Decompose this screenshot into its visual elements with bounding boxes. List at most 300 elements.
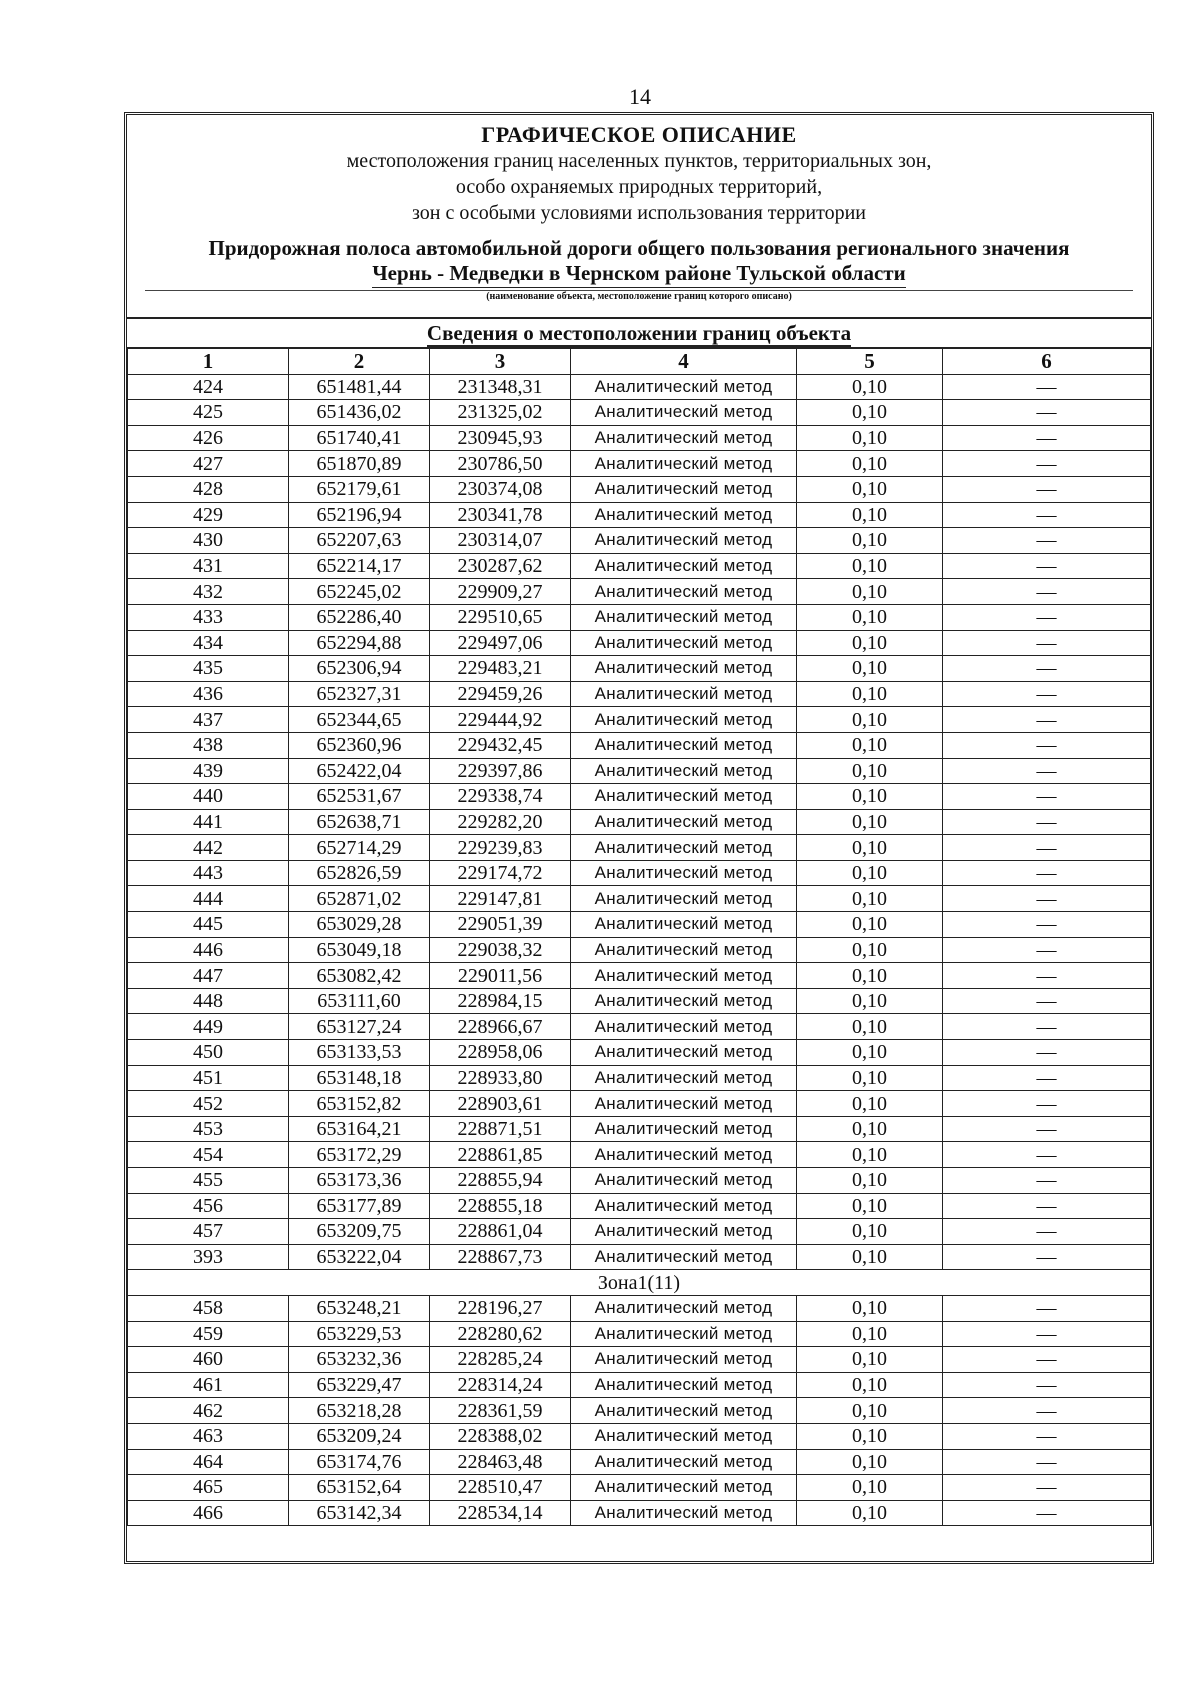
- method-cell: Аналитический метод: [571, 400, 797, 426]
- y-coordinate-cell: 229459,26: [430, 681, 571, 707]
- method-cell: Аналитический метод: [571, 784, 797, 810]
- table-row: [128, 681, 1151, 707]
- description-cell: —: [943, 502, 1151, 528]
- table-row: [128, 1014, 1151, 1040]
- point-number-cell: 453: [128, 1116, 289, 1142]
- zone-row: [128, 1270, 1151, 1296]
- table-row: [128, 1398, 1151, 1424]
- description-cell: —: [943, 1475, 1151, 1501]
- x-coordinate-cell: 653177,89: [289, 1193, 430, 1219]
- accuracy-cell: 0,10: [797, 630, 943, 656]
- description-cell: —: [943, 1423, 1151, 1449]
- point-number-cell: 456: [128, 1193, 289, 1219]
- table-row: [128, 835, 1151, 861]
- table-row: [128, 1321, 1151, 1347]
- column-header: 2: [289, 348, 430, 374]
- subtitle-line-2: особо охраняемых природных территорий,: [455, 176, 823, 198]
- y-coordinate-cell: 230314,07: [430, 528, 571, 554]
- table-row: [128, 1040, 1151, 1066]
- y-coordinate-cell: 228861,04: [430, 1219, 571, 1245]
- description-cell: —: [943, 988, 1151, 1014]
- y-coordinate-cell: 229051,39: [430, 912, 571, 938]
- accuracy-cell: 0,10: [797, 809, 943, 835]
- accuracy-cell: 0,10: [797, 758, 943, 784]
- x-coordinate-cell: 653172,29: [289, 1142, 430, 1168]
- point-number-cell: 446: [128, 937, 289, 963]
- x-coordinate-cell: 652714,29: [289, 835, 430, 861]
- table-row: [128, 374, 1151, 400]
- y-coordinate-cell: 229282,20: [430, 809, 571, 835]
- x-coordinate-cell: 652360,96: [289, 732, 430, 758]
- description-cell: —: [943, 425, 1151, 451]
- zone-label: Зона1(11): [128, 1270, 1151, 1296]
- method-cell: Аналитический метод: [571, 1168, 797, 1194]
- subtitle-line-3: зон с особыми условиями использования территории: [411, 202, 867, 224]
- section-title-text: Сведения о местоположении границ объекта: [426, 321, 852, 345]
- point-number-cell: 434: [128, 630, 289, 656]
- x-coordinate-cell: 652826,59: [289, 860, 430, 886]
- point-number-cell: 433: [128, 604, 289, 630]
- point-number-cell: 461: [128, 1372, 289, 1398]
- accuracy-cell: 0,10: [797, 528, 943, 554]
- x-coordinate-cell: 652422,04: [289, 758, 430, 784]
- table-row: [128, 1219, 1151, 1245]
- method-cell: Аналитический метод: [571, 630, 797, 656]
- point-number-cell: 463: [128, 1423, 289, 1449]
- x-coordinate-cell: 653218,28: [289, 1398, 430, 1424]
- coordinates-table: [127, 347, 1151, 1526]
- table-body: [128, 374, 1151, 1526]
- method-cell: Аналитический метод: [571, 1014, 797, 1040]
- x-coordinate-cell: 652179,61: [289, 476, 430, 502]
- y-coordinate-cell: 228855,18: [430, 1193, 571, 1219]
- description-cell: —: [943, 451, 1151, 477]
- method-cell: Аналитический метод: [571, 1244, 797, 1270]
- description-cell: —: [943, 1065, 1151, 1091]
- y-coordinate-cell: 228867,73: [430, 1244, 571, 1270]
- point-number-cell: 438: [128, 732, 289, 758]
- x-coordinate-cell: 653152,64: [289, 1475, 430, 1501]
- y-coordinate-cell: 230341,78: [430, 502, 571, 528]
- table-row: [128, 476, 1151, 502]
- table-row: [128, 1168, 1151, 1194]
- column-header: 6: [943, 348, 1151, 374]
- point-number-cell: 426: [128, 425, 289, 451]
- point-number-cell: 447: [128, 963, 289, 989]
- method-cell: Аналитический метод: [571, 1475, 797, 1501]
- point-number-cell: 449: [128, 1014, 289, 1040]
- point-number-cell: 428: [128, 476, 289, 502]
- method-cell: Аналитический метод: [571, 579, 797, 605]
- x-coordinate-cell: 652531,67: [289, 784, 430, 810]
- point-number-cell: 459: [128, 1321, 289, 1347]
- description-cell: —: [943, 1142, 1151, 1168]
- x-coordinate-cell: 653173,36: [289, 1168, 430, 1194]
- document-title: ГРАФИЧЕСКОЕ ОПИСАНИЕ: [481, 122, 797, 147]
- y-coordinate-cell: 231348,31: [430, 374, 571, 400]
- description-cell: —: [943, 681, 1151, 707]
- table-row: [128, 1500, 1151, 1526]
- description-cell: —: [943, 809, 1151, 835]
- method-cell: Аналитический метод: [571, 1321, 797, 1347]
- y-coordinate-cell: 228534,14: [430, 1500, 571, 1526]
- table-row: [128, 988, 1151, 1014]
- description-cell: —: [943, 1347, 1151, 1373]
- accuracy-cell: 0,10: [797, 886, 943, 912]
- accuracy-cell: 0,10: [797, 912, 943, 938]
- table-row: [128, 707, 1151, 733]
- accuracy-cell: 0,10: [797, 1295, 943, 1321]
- method-cell: Аналитический метод: [571, 1091, 797, 1117]
- x-coordinate-cell: 653209,24: [289, 1423, 430, 1449]
- column-header: 5: [797, 348, 943, 374]
- method-cell: Аналитический метод: [571, 963, 797, 989]
- x-coordinate-cell: 652327,31: [289, 681, 430, 707]
- method-cell: Аналитический метод: [571, 1193, 797, 1219]
- method-cell: Аналитический метод: [571, 937, 797, 963]
- point-number-cell: 439: [128, 758, 289, 784]
- accuracy-cell: 0,10: [797, 1091, 943, 1117]
- accuracy-cell: 0,10: [797, 963, 943, 989]
- x-coordinate-cell: 652207,63: [289, 528, 430, 554]
- x-coordinate-cell: 652638,71: [289, 809, 430, 835]
- description-cell: —: [943, 400, 1151, 426]
- description-cell: —: [943, 1040, 1151, 1066]
- table-row: [128, 1065, 1151, 1091]
- table-row: [128, 784, 1151, 810]
- description-cell: —: [943, 1500, 1151, 1526]
- y-coordinate-cell: 229909,27: [430, 579, 571, 605]
- description-cell: —: [943, 1091, 1151, 1117]
- y-coordinate-cell: 228933,80: [430, 1065, 571, 1091]
- point-number-cell: 466: [128, 1500, 289, 1526]
- object-name-caption: (наименование объекта, местоположение границ которого описано): [486, 291, 792, 302]
- y-coordinate-cell: 230374,08: [430, 476, 571, 502]
- description-cell: —: [943, 528, 1151, 554]
- description-cell: —: [943, 707, 1151, 733]
- table-row: [128, 1449, 1151, 1475]
- accuracy-cell: 0,10: [797, 374, 943, 400]
- accuracy-cell: 0,10: [797, 579, 943, 605]
- y-coordinate-cell: 230287,62: [430, 553, 571, 579]
- x-coordinate-cell: 653127,24: [289, 1014, 430, 1040]
- method-cell: Аналитический метод: [571, 988, 797, 1014]
- y-coordinate-cell: 230945,93: [430, 425, 571, 451]
- x-coordinate-cell: 652196,94: [289, 502, 430, 528]
- method-cell: Аналитический метод: [571, 732, 797, 758]
- section-title: [127, 321, 1151, 346]
- method-cell: Аналитический метод: [571, 1398, 797, 1424]
- accuracy-cell: 0,10: [797, 835, 943, 861]
- description-cell: —: [943, 579, 1151, 605]
- accuracy-cell: 0,10: [797, 1014, 943, 1040]
- method-cell: Аналитический метод: [571, 860, 797, 886]
- accuracy-cell: 0,10: [797, 476, 943, 502]
- accuracy-cell: 0,10: [797, 1168, 943, 1194]
- description-cell: —: [943, 630, 1151, 656]
- point-number-cell: 444: [128, 886, 289, 912]
- x-coordinate-cell: 653148,18: [289, 1065, 430, 1091]
- accuracy-cell: 0,10: [797, 1398, 943, 1424]
- x-coordinate-cell: 652294,88: [289, 630, 430, 656]
- description-cell: —: [943, 553, 1151, 579]
- point-number-cell: 455: [128, 1168, 289, 1194]
- x-coordinate-cell: 653029,28: [289, 912, 430, 938]
- accuracy-cell: 0,10: [797, 1347, 943, 1373]
- method-cell: Аналитический метод: [571, 1040, 797, 1066]
- table-row: [128, 400, 1151, 426]
- description-cell: —: [943, 1116, 1151, 1142]
- y-coordinate-cell: 229038,32: [430, 937, 571, 963]
- x-coordinate-cell: 652306,94: [289, 656, 430, 682]
- y-coordinate-cell: 228958,06: [430, 1040, 571, 1066]
- y-coordinate-cell: 228388,02: [430, 1423, 571, 1449]
- table-row: [128, 732, 1151, 758]
- point-number-cell: 464: [128, 1449, 289, 1475]
- subtitle-line-1: местоположения границ населенных пунктов, территориальных зон,: [346, 150, 932, 172]
- table-row: [128, 1116, 1151, 1142]
- method-cell: Аналитический метод: [571, 1500, 797, 1526]
- table-row: [128, 963, 1151, 989]
- accuracy-cell: 0,10: [797, 502, 943, 528]
- method-cell: Аналитический метод: [571, 835, 797, 861]
- table-row: [128, 1193, 1151, 1219]
- y-coordinate-cell: 229338,74: [430, 784, 571, 810]
- method-cell: Аналитический метод: [571, 604, 797, 630]
- description-cell: —: [943, 886, 1151, 912]
- description-cell: —: [943, 1398, 1151, 1424]
- method-cell: Аналитический метод: [571, 656, 797, 682]
- table-row: [128, 937, 1151, 963]
- table-row: [128, 1475, 1151, 1501]
- point-number-cell: 441: [128, 809, 289, 835]
- point-number-cell: 431: [128, 553, 289, 579]
- x-coordinate-cell: 652286,40: [289, 604, 430, 630]
- y-coordinate-cell: 229510,65: [430, 604, 571, 630]
- x-coordinate-cell: 653133,53: [289, 1040, 430, 1066]
- table-row: [128, 1295, 1151, 1321]
- x-coordinate-cell: 651870,89: [289, 451, 430, 477]
- description-cell: —: [943, 476, 1151, 502]
- method-cell: Аналитический метод: [571, 1347, 797, 1373]
- description-cell: —: [943, 1244, 1151, 1270]
- point-number-cell: 452: [128, 1091, 289, 1117]
- point-number-cell: 460: [128, 1347, 289, 1373]
- x-coordinate-cell: 652214,17: [289, 553, 430, 579]
- y-coordinate-cell: 229444,92: [430, 707, 571, 733]
- x-coordinate-cell: 653164,21: [289, 1116, 430, 1142]
- method-cell: Аналитический метод: [571, 476, 797, 502]
- accuracy-cell: 0,10: [797, 860, 943, 886]
- table-row: [128, 860, 1151, 886]
- x-coordinate-cell: 653248,21: [289, 1295, 430, 1321]
- method-cell: Аналитический метод: [571, 681, 797, 707]
- y-coordinate-cell: 228285,24: [430, 1347, 571, 1373]
- accuracy-cell: 0,10: [797, 656, 943, 682]
- x-coordinate-cell: 653111,60: [289, 988, 430, 1014]
- accuracy-cell: 0,10: [797, 707, 943, 733]
- x-coordinate-cell: 653142,34: [289, 1500, 430, 1526]
- point-number-cell: 430: [128, 528, 289, 554]
- table-row: [128, 528, 1151, 554]
- y-coordinate-cell: 230786,50: [430, 451, 571, 477]
- table-header-row: [128, 348, 1151, 374]
- description-cell: —: [943, 912, 1151, 938]
- document-frame: [124, 112, 1154, 1564]
- accuracy-cell: 0,10: [797, 553, 943, 579]
- point-number-cell: 427: [128, 451, 289, 477]
- point-number-cell: 445: [128, 912, 289, 938]
- x-coordinate-cell: 653229,47: [289, 1372, 430, 1398]
- accuracy-cell: 0,10: [797, 1449, 943, 1475]
- accuracy-cell: 0,10: [797, 604, 943, 630]
- method-cell: Аналитический метод: [571, 553, 797, 579]
- accuracy-cell: 0,10: [797, 1244, 943, 1270]
- point-number-cell: 437: [128, 707, 289, 733]
- object-name-line-1: Придорожная полоса автомобильной дороги общего пользования регионального значения: [208, 236, 1070, 260]
- y-coordinate-cell: 231325,02: [430, 400, 571, 426]
- description-cell: —: [943, 1321, 1151, 1347]
- point-number-cell: 432: [128, 579, 289, 605]
- point-number-cell: 451: [128, 1065, 289, 1091]
- method-cell: Аналитический метод: [571, 1449, 797, 1475]
- section-divider: [127, 317, 1151, 319]
- description-cell: —: [943, 1193, 1151, 1219]
- description-cell: —: [943, 604, 1151, 630]
- object-name-line-2: Чернь - Медведки в Чернском районе Тульской области: [372, 261, 905, 288]
- point-number-cell: 457: [128, 1219, 289, 1245]
- table-row: [128, 1142, 1151, 1168]
- method-cell: Аналитический метод: [571, 1372, 797, 1398]
- accuracy-cell: 0,10: [797, 1219, 943, 1245]
- y-coordinate-cell: 228510,47: [430, 1475, 571, 1501]
- point-number-cell: 448: [128, 988, 289, 1014]
- x-coordinate-cell: 653049,18: [289, 937, 430, 963]
- method-cell: Аналитический метод: [571, 374, 797, 400]
- accuracy-cell: 0,10: [797, 1193, 943, 1219]
- point-number-cell: 462: [128, 1398, 289, 1424]
- description-cell: —: [943, 1295, 1151, 1321]
- description-cell: —: [943, 1372, 1151, 1398]
- point-number-cell: 425: [128, 400, 289, 426]
- table-row: [128, 553, 1151, 579]
- description-cell: —: [943, 1168, 1151, 1194]
- method-cell: Аналитический метод: [571, 1295, 797, 1321]
- method-cell: Аналитический метод: [571, 1423, 797, 1449]
- point-number-cell: 458: [128, 1295, 289, 1321]
- method-cell: Аналитический метод: [571, 425, 797, 451]
- accuracy-cell: 0,10: [797, 1475, 943, 1501]
- point-number-cell: 442: [128, 835, 289, 861]
- column-header: 1: [128, 348, 289, 374]
- table-row: [128, 425, 1151, 451]
- table-row: [128, 656, 1151, 682]
- x-coordinate-cell: 653209,75: [289, 1219, 430, 1245]
- column-header: 3: [430, 348, 571, 374]
- accuracy-cell: 0,10: [797, 1116, 943, 1142]
- method-cell: Аналитический метод: [571, 1116, 797, 1142]
- x-coordinate-cell: 653174,76: [289, 1449, 430, 1475]
- point-number-cell: 465: [128, 1475, 289, 1501]
- table-row: [128, 1372, 1151, 1398]
- method-cell: Аналитический метод: [571, 1142, 797, 1168]
- header-block: [127, 115, 1151, 320]
- y-coordinate-cell: 228463,48: [430, 1449, 571, 1475]
- accuracy-cell: 0,10: [797, 681, 943, 707]
- y-coordinate-cell: 228855,94: [430, 1168, 571, 1194]
- x-coordinate-cell: 651481,44: [289, 374, 430, 400]
- page-number: 14: [629, 84, 651, 109]
- accuracy-cell: 0,10: [797, 425, 943, 451]
- object-name: [127, 236, 1151, 288]
- description-cell: —: [943, 374, 1151, 400]
- point-number-cell: 435: [128, 656, 289, 682]
- y-coordinate-cell: 228966,67: [430, 1014, 571, 1040]
- accuracy-cell: 0,10: [797, 1372, 943, 1398]
- table-row: [128, 912, 1151, 938]
- method-cell: Аналитический метод: [571, 707, 797, 733]
- accuracy-cell: 0,10: [797, 1321, 943, 1347]
- description-cell: —: [943, 732, 1151, 758]
- method-cell: Аналитический метод: [571, 1219, 797, 1245]
- table-row: [128, 630, 1151, 656]
- table-row: [128, 1091, 1151, 1117]
- y-coordinate-cell: 229147,81: [430, 886, 571, 912]
- x-coordinate-cell: 651436,02: [289, 400, 430, 426]
- method-cell: Аналитический метод: [571, 809, 797, 835]
- y-coordinate-cell: 228314,24: [430, 1372, 571, 1398]
- point-number-cell: 436: [128, 681, 289, 707]
- accuracy-cell: 0,10: [797, 1500, 943, 1526]
- accuracy-cell: 0,10: [797, 988, 943, 1014]
- x-coordinate-cell: 653152,82: [289, 1091, 430, 1117]
- description-cell: —: [943, 656, 1151, 682]
- y-coordinate-cell: 229174,72: [430, 860, 571, 886]
- table-row: [128, 1423, 1151, 1449]
- x-coordinate-cell: 651740,41: [289, 425, 430, 451]
- description-cell: —: [943, 860, 1151, 886]
- accuracy-cell: 0,10: [797, 732, 943, 758]
- point-number-cell: 443: [128, 860, 289, 886]
- accuracy-cell: 0,10: [797, 400, 943, 426]
- description-cell: —: [943, 835, 1151, 861]
- x-coordinate-cell: 653082,42: [289, 963, 430, 989]
- accuracy-cell: 0,10: [797, 1065, 943, 1091]
- point-number-cell: 393: [128, 1244, 289, 1270]
- y-coordinate-cell: 229397,86: [430, 758, 571, 784]
- y-coordinate-cell: 228280,62: [430, 1321, 571, 1347]
- point-number-cell: 450: [128, 1040, 289, 1066]
- x-coordinate-cell: 652871,02: [289, 886, 430, 912]
- y-coordinate-cell: 229432,45: [430, 732, 571, 758]
- y-coordinate-cell: 229483,21: [430, 656, 571, 682]
- method-cell: Аналитический метод: [571, 758, 797, 784]
- y-coordinate-cell: 228871,51: [430, 1116, 571, 1142]
- method-cell: Аналитический метод: [571, 912, 797, 938]
- y-coordinate-cell: 228903,61: [430, 1091, 571, 1117]
- y-coordinate-cell: 228196,27: [430, 1295, 571, 1321]
- accuracy-cell: 0,10: [797, 451, 943, 477]
- x-coordinate-cell: 652245,02: [289, 579, 430, 605]
- table-row: [128, 451, 1151, 477]
- accuracy-cell: 0,10: [797, 1040, 943, 1066]
- table-row: [128, 604, 1151, 630]
- method-cell: Аналитический метод: [571, 528, 797, 554]
- y-coordinate-cell: 229497,06: [430, 630, 571, 656]
- accuracy-cell: 0,10: [797, 784, 943, 810]
- table-row: [128, 886, 1151, 912]
- description-cell: —: [943, 963, 1151, 989]
